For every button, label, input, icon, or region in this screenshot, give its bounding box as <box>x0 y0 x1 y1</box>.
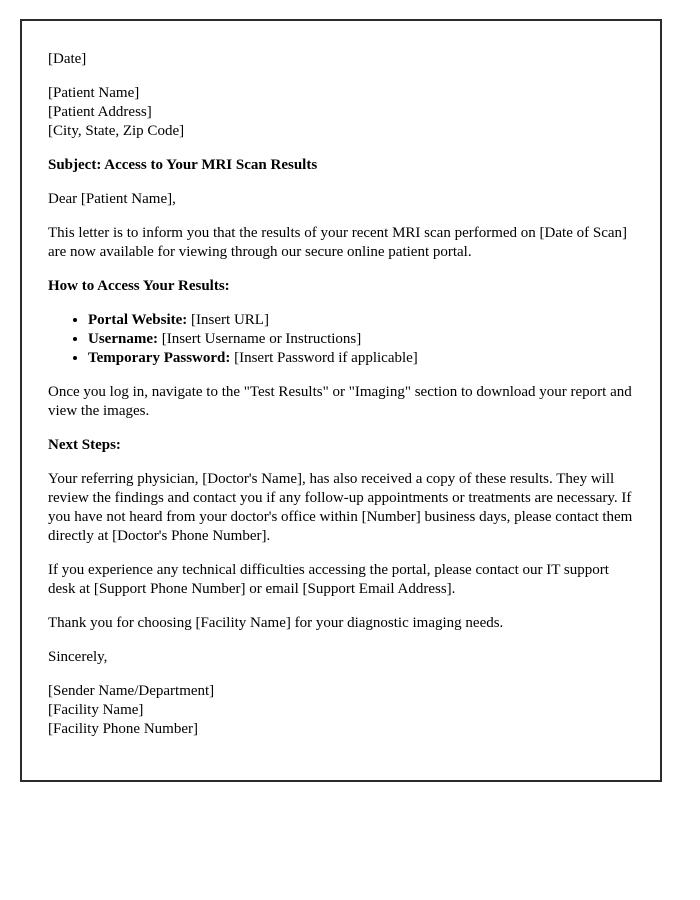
list-item-portal-website <box>88 311 634 330</box>
signature-facility-line: [Facility Name] <box>48 702 144 718</box>
support-paragraph: If you experience any technical difficulties accessing the portal, please contact our IT support desk at [Support Phone Number] or email [Support Email Address]. <box>48 562 609 597</box>
subject-line: Subject: Access to Your MRI Scan Results <box>48 157 318 173</box>
closing-line: Sincerely, <box>48 649 108 665</box>
signature-block <box>48 682 634 739</box>
item-value: [Insert Password if applicable] <box>234 350 418 366</box>
list-item-username <box>88 330 634 349</box>
access-details-list <box>48 311 634 368</box>
thank-you-line: Thank you for choosing [Facility Name] for your diagnostic imaging needs. <box>48 615 504 631</box>
list-item-temporary-password <box>88 349 634 368</box>
signature-sender-line: [Sender Name/Department] <box>48 683 215 699</box>
salutation: Dear [Patient Name], <box>48 191 176 207</box>
recipient-block <box>48 84 634 141</box>
item-label: Temporary Password: <box>88 350 231 366</box>
item-value: [Insert Username or Instructions] <box>161 331 362 347</box>
signature-phone-line: [Facility Phone Number] <box>48 721 198 737</box>
next-steps-paragraph: Your referring physician, [Doctor's Name], has also received a copy of these results. They will review the findings and contact you if any follow-up appointments or treatments are necessary. If you have not heard from your doctor's office within [Number] business days, please contact them directly at [Doctor's Phone Number]. <box>48 471 633 544</box>
recipient-city-line: [City, State, Zip Code] <box>48 123 185 139</box>
recipient-address-line: [Patient Address] <box>48 104 152 120</box>
recipient-name-line: [Patient Name] <box>48 85 140 101</box>
item-value: [Insert URL] <box>191 312 269 328</box>
date-line: [Date] <box>48 51 87 67</box>
login-instructions: Once you log in, navigate to the "Test Results" or "Imaging" section to download your report and view the images. <box>48 384 632 419</box>
item-label: Portal Website: <box>88 312 188 328</box>
next-steps-heading: Next Steps: <box>48 437 121 453</box>
intro-paragraph: This letter is to inform you that the results of your recent MRI scan performed on [Date of Scan] are now available for viewing through our secure online patient portal. <box>48 225 628 260</box>
access-results-heading: How to Access Your Results: <box>48 278 230 294</box>
item-label: Username: <box>88 331 158 347</box>
letter-document <box>20 19 662 782</box>
